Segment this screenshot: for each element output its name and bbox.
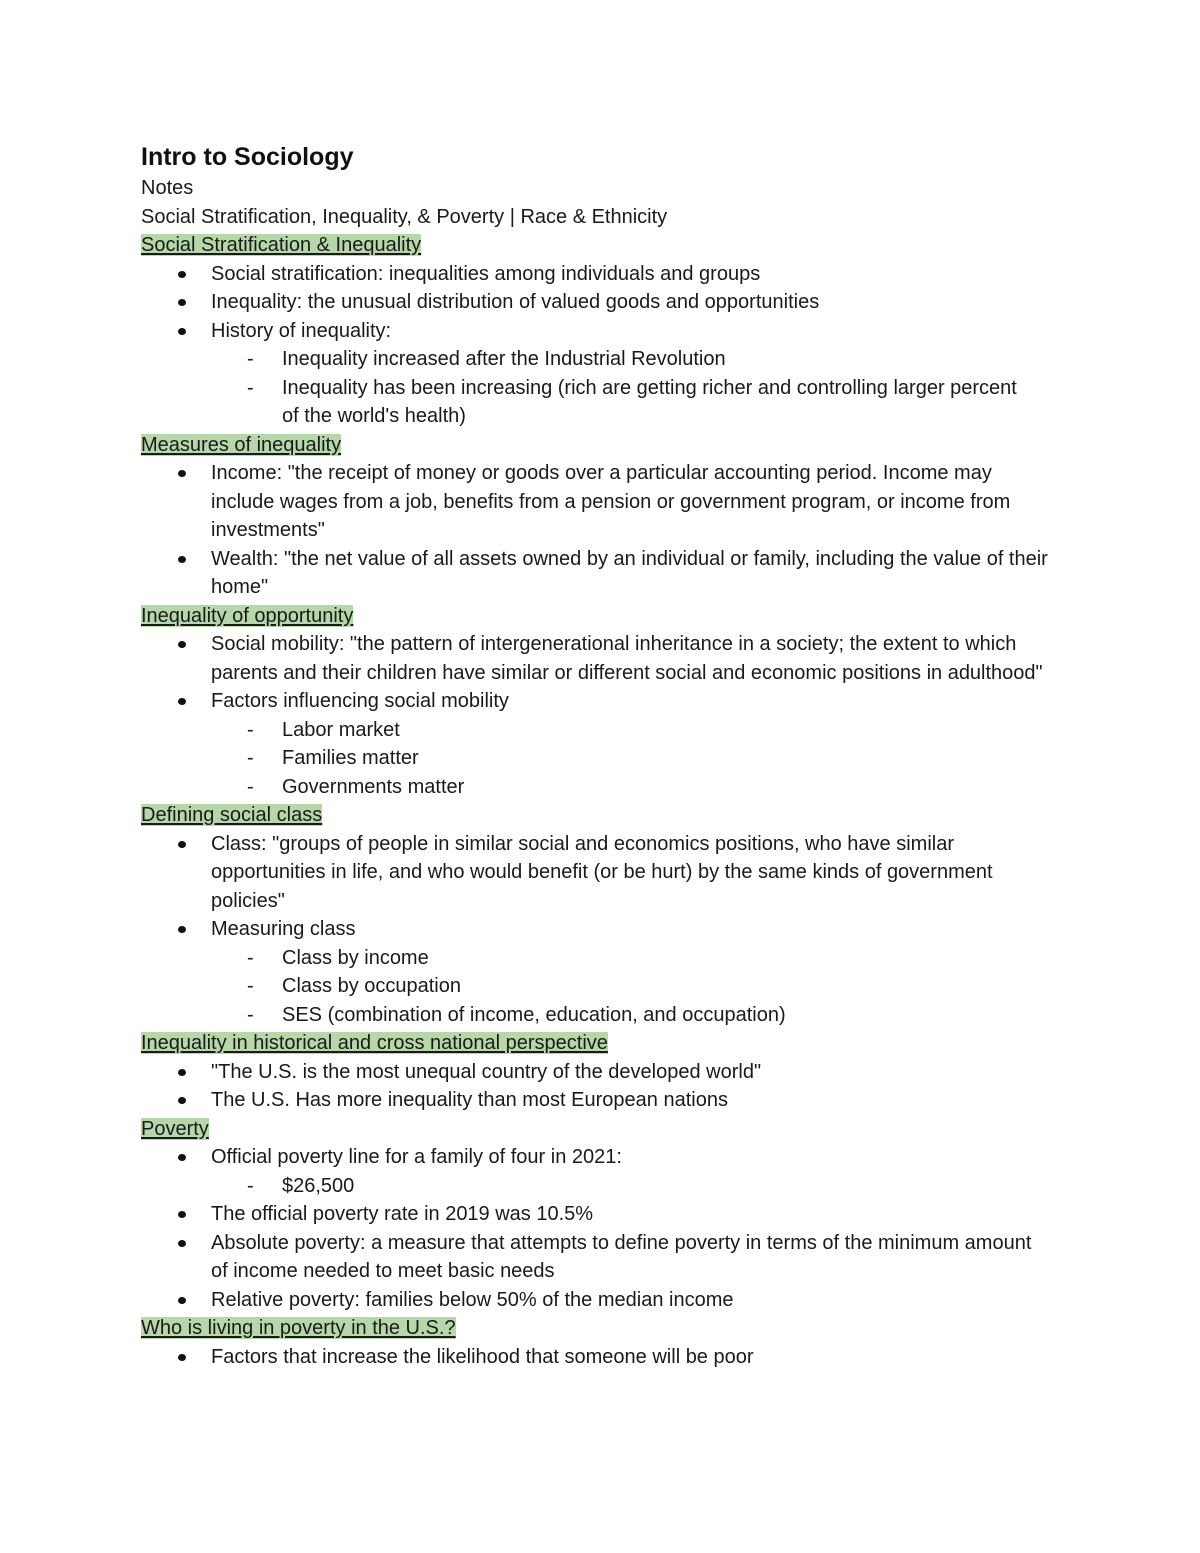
bullet-text: The U.S. Has more inequality than most European nations	[211, 1089, 728, 1111]
bullet-item	[211, 630, 1081, 687]
bullet-text: Official poverty line for a family of four in 2021:	[211, 1146, 622, 1168]
bullet-item	[211, 915, 1081, 944]
bullet-text: Factors that increase the likelihood that someone will be poor	[211, 1345, 754, 1368]
bullet-text: Class: "groups of people in similar social and economics positions, who have similar opportunities in life, and who would benefit (or be hurt) by the same kinds of government policies"	[211, 832, 993, 912]
bullet-text: "The U.S. is the most unequal country of the developed world"	[211, 1060, 762, 1083]
section-heading	[141, 431, 1081, 460]
bullet-item	[211, 1058, 1081, 1087]
bullet-text: Measuring class	[211, 918, 356, 940]
bullet-list	[141, 260, 1081, 431]
bullet-item	[211, 687, 1081, 716]
section-heading	[141, 801, 1081, 830]
bullet-text: Wealth: "the net value of all assets owned by an individual or family, including the value of their home"	[211, 547, 1048, 598]
dash-list	[211, 716, 1081, 802]
dash-item: - Governments matter	[282, 773, 1081, 802]
bullet-text: Relative poverty: families below 50% of the median income	[211, 1288, 734, 1311]
bullet-text: Social stratification: inequalities among individuals and groups	[211, 262, 761, 285]
bullet-list	[141, 1143, 1081, 1314]
dash-item: - Inequality increased after the Industrial Revolution	[282, 345, 1081, 374]
bullet-list	[141, 1058, 1081, 1115]
section-heading	[141, 1115, 1081, 1144]
dash-item: - Inequality has been increasing (rich are getting richer and controlling larger percent of the world's health)	[282, 374, 1081, 431]
bullet-text: History of inequality:	[211, 319, 392, 342]
dash-item: - Class by occupation	[282, 972, 1081, 1001]
dash-item: - Labor market	[282, 716, 1081, 745]
document-subtitle: Notes	[141, 177, 194, 199]
section-heading-text: Measures of inequality	[141, 433, 342, 456]
dash-item: - $26,500	[282, 1172, 1081, 1201]
bullet-item	[211, 459, 1081, 545]
dash-list	[211, 1172, 1081, 1201]
bullet-text: Social mobility: "the pattern of intergenerational inheritance in a society; the extent to which parents and their children have similar or different social and economic positions in adulthood"	[211, 633, 1043, 684]
bullet-item	[211, 1286, 1081, 1315]
sub-list-wrapper	[211, 345, 1081, 431]
section-heading-text: Defining social class	[141, 804, 323, 826]
bullet-item	[211, 288, 1081, 317]
document-topics: Social Stratification, Inequality, & Poverty | Race & Ethnicity	[141, 205, 668, 228]
bullet-item	[211, 1143, 1081, 1172]
notes-body	[141, 231, 1081, 1371]
section-heading-text: Social Stratification & Inequality	[141, 234, 422, 256]
bullet-item	[211, 1200, 1081, 1229]
bullet-list	[141, 630, 1081, 801]
dash-item: - Class by income	[282, 944, 1081, 973]
bullet-text: Income: "the receipt of money or goods over a particular accounting period. Income may include wages from a job, benefits from a pension or government program, or income from investments"	[211, 462, 1011, 541]
sub-list-wrapper	[211, 1172, 1081, 1201]
bullet-item	[211, 545, 1081, 602]
section-heading-text: Who is living in poverty in the U.S.?	[141, 1317, 456, 1339]
document-page	[141, 140, 1081, 1371]
bullet-item	[211, 830, 1081, 916]
section-heading	[141, 602, 1081, 631]
section-heading	[141, 1029, 1081, 1058]
bullet-item	[211, 1229, 1081, 1286]
bullet-text: Factors influencing social mobility	[211, 690, 509, 712]
bullet-text: Inequality: the unusual distribution of valued goods and opportunities	[211, 291, 820, 313]
section-heading	[141, 1314, 1081, 1343]
bullet-item	[211, 317, 1081, 346]
section-heading-text: Inequality in historical and cross national perspective	[141, 1032, 608, 1054]
dash-item: - Families matter	[282, 744, 1081, 773]
bullet-list	[141, 459, 1081, 602]
bullet-item	[211, 260, 1081, 289]
bullet-list	[141, 1343, 1081, 1372]
section-heading	[141, 231, 1081, 260]
bullet-item	[211, 1086, 1081, 1115]
bullet-text: The official poverty rate in 2019 was 10.5%	[211, 1203, 594, 1225]
bullet-list	[141, 830, 1081, 1030]
dash-list	[211, 345, 1081, 431]
sub-list-wrapper	[211, 944, 1081, 1030]
bullet-item	[211, 1343, 1081, 1372]
bullet-text: Absolute poverty: a measure that attempts to define poverty in terms of the minimum amount of income needed to meet basic needs	[211, 1231, 1032, 1282]
section-heading-text: Inequality of opportunity	[141, 604, 354, 627]
dash-list	[211, 944, 1081, 1030]
document-title: Intro to Sociology	[141, 143, 354, 171]
sub-list-wrapper	[211, 716, 1081, 802]
dash-item: - SES (combination of income, education, and occupation)	[282, 1001, 1081, 1030]
section-heading-text: Poverty	[141, 1117, 209, 1140]
